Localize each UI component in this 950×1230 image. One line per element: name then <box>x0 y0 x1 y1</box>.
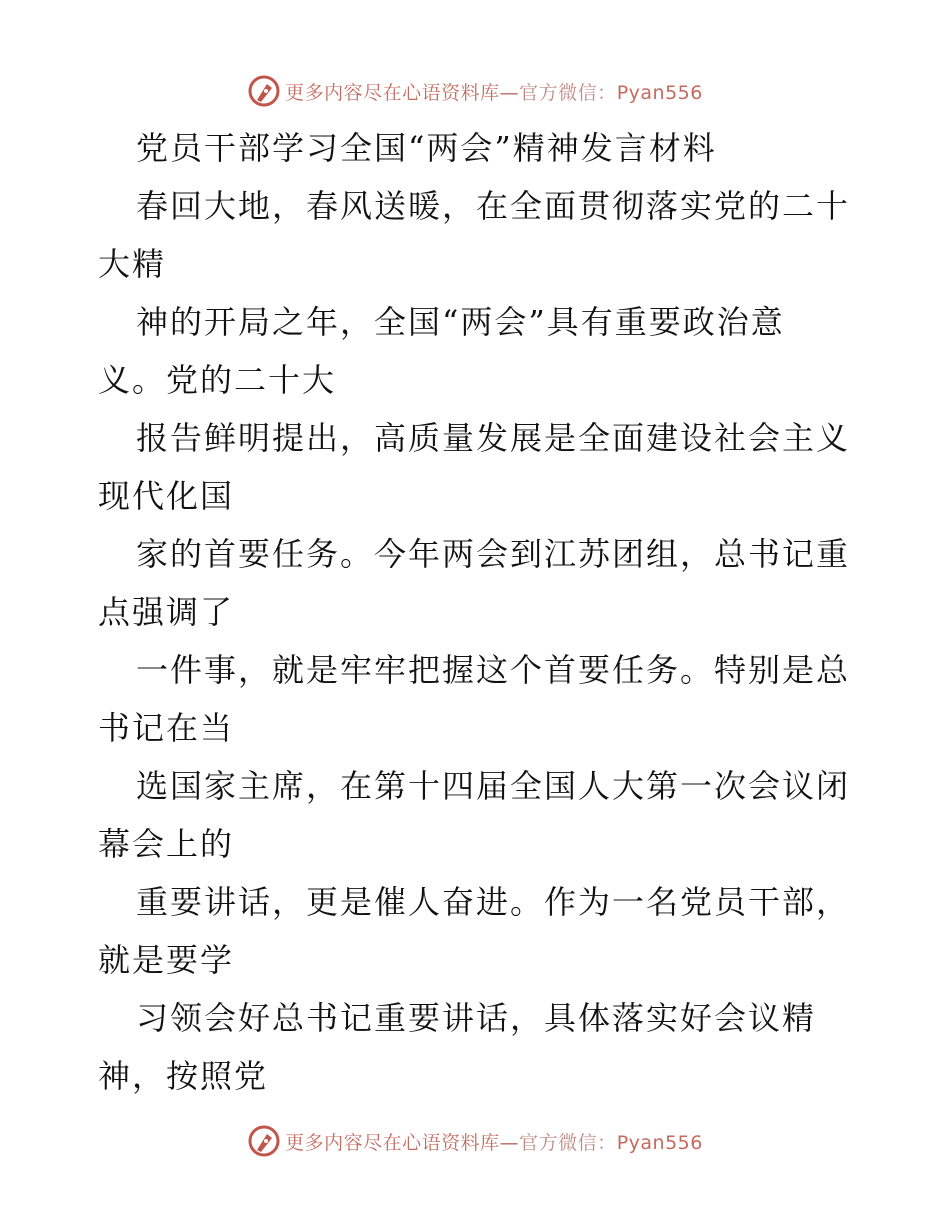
text-line: 报告鲜明提出，高质量发展是全面建设社会主义 <box>136 419 851 457</box>
text-line: 书记在当 <box>98 709 235 747</box>
text-line: 一件事，就是牢牢把握这个首要任务。特别是总 <box>136 651 851 689</box>
text-line: 选国家主席，在第十四届全国人大第一次会议闭 <box>136 767 851 805</box>
text-line: 神的开局之年，全国“两会”具有重要政治意 <box>136 303 785 341</box>
text-line: 重要讲话，更是催人奋进。作为一名党员干部， <box>136 883 851 921</box>
pen-nib-logo-icon <box>247 74 281 108</box>
text-line: 习领会好总书记重要讲话，具体落实好会议精 <box>136 999 817 1037</box>
text-line: 家的首要任务。今年两会到江苏团组，总书记重 <box>136 535 851 573</box>
text-line: 点强调了 <box>98 593 235 631</box>
text-line: 幕会上的 <box>98 825 235 863</box>
footer-watermark <box>0 1121 950 1161</box>
pen-nib-logo-icon <box>247 1124 281 1158</box>
text-line: 就是要学 <box>98 941 235 979</box>
watermark-text: 更多内容尽在心语资料库—官方微信：Pyan556 <box>285 81 703 104</box>
document-title: 党员干部学习全国“两会”精神发言材料 <box>136 129 717 167</box>
header-watermark <box>0 71 950 111</box>
text-line: 现代化国 <box>98 477 235 515</box>
text-line: 义。党的二十大 <box>98 361 337 399</box>
text-line: 春回大地，春风送暖，在全面贯彻落实党的二十 <box>136 187 851 225</box>
watermark-text: 更多内容尽在心语资料库—官方微信：Pyan556 <box>285 1131 703 1154</box>
text-line: 大精 <box>98 245 167 283</box>
text-line: 神，按照党 <box>98 1057 269 1095</box>
